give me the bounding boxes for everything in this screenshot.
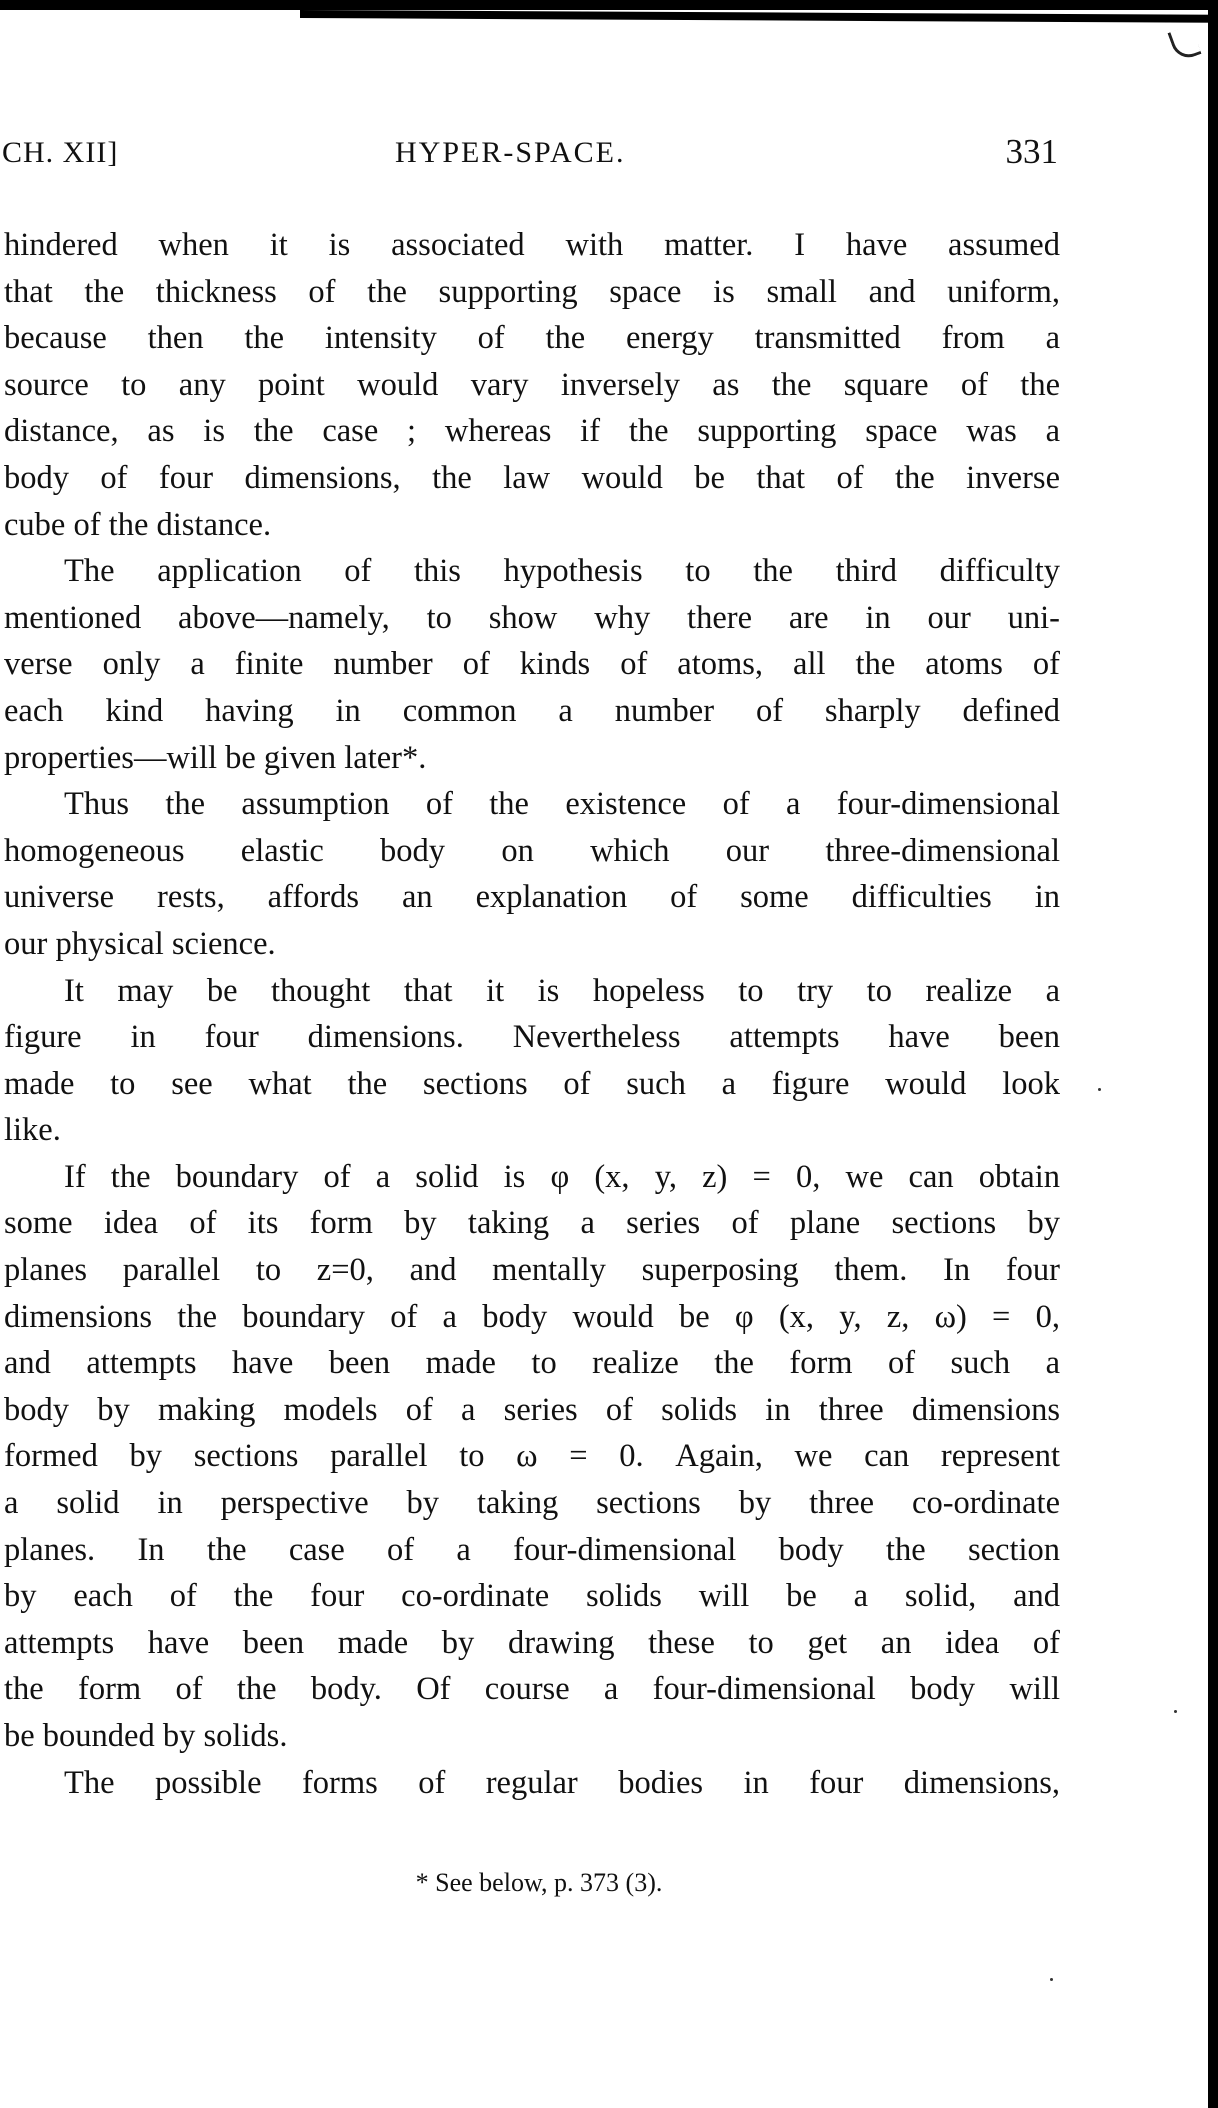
scan-speck (1098, 1088, 1101, 1091)
text-line: made to see what the sections of such a figure would look (4, 1065, 1060, 1102)
text-line: by each of the four co-ordinate solids will be a solid, and (4, 1578, 1060, 1615)
text-line: that the thickness of the supporting space is small and uniform, (4, 273, 1060, 310)
text-line: universe rests, affords an explanation of some difficulties in (4, 879, 1060, 916)
scan-speck (1174, 1710, 1177, 1713)
running-header (0, 132, 1058, 176)
text-line: planes parallel to z=0, and mentally superposing them. In four (4, 1252, 1060, 1289)
pencil-mark (1167, 25, 1201, 63)
text-line: cube of the distance. (4, 506, 272, 543)
text-line: hindered when it is associated with matter. I have assumed (4, 227, 1060, 263)
scan-speck (1050, 1978, 1053, 1981)
text-line: properties—will be given later*. (4, 739, 427, 776)
text-line: figure in four dimensions. Nevertheless attempts have been (4, 1019, 1060, 1056)
text-line: and attempts have been made to realize the form of such a (4, 1345, 1060, 1382)
scan-top-edge (0, 0, 1218, 10)
text-line: formed by sections parallel to ω = 0. Again, we can represent (4, 1438, 1060, 1475)
text-line: dimensions the boundary of a body would be φ (x, y, z, ω) = 0, (4, 1298, 1060, 1335)
text-line: distance, as is the case ; whereas if the supporting space was a (4, 413, 1060, 450)
running-title: HYPER-SPACE. (395, 136, 626, 169)
text-line: like. (4, 1112, 61, 1149)
text-line: homogeneous elastic body on which our three-dimensional (4, 832, 1060, 869)
text-line: attempts have been made by drawing these to get an idea of (4, 1624, 1060, 1661)
body-text (4, 222, 1060, 1806)
chapter-label: CH. XII] (2, 136, 119, 169)
text-line: The possible forms of regular bodies in four dimensions, (64, 1764, 1060, 1801)
text-line: body by making models of a series of solids in three dimensions (4, 1391, 1060, 1428)
footnote: * See below, p. 373 (3). (415, 1868, 663, 1897)
text-line: source to any point would vary inversely as the square of the (4, 366, 1060, 403)
text-line: be bounded by solids. (4, 1718, 288, 1754)
text-line: our physical science. (4, 925, 276, 962)
text-line: each kind having in common a number of sharply defined (4, 692, 1060, 729)
text-line: The application of this hypothesis to the third difficulty (64, 553, 1060, 590)
text-line: mentioned above—namely, to show why there are in our uni- (4, 599, 1060, 636)
text-line: planes. In the case of a four-dimensional body the section (4, 1531, 1060, 1568)
text-line: the form of the body. Of course a four-dimensional body will (4, 1671, 1060, 1708)
scan-top-edge-shadow (300, 10, 1218, 23)
page-number: 331 (1005, 132, 1058, 171)
text-line: Thus the assumption of the existence of a four-dimensional (64, 786, 1060, 823)
text-line: a solid in perspective by taking sections by three co-ordinate (4, 1485, 1060, 1522)
text-line: verse only a finite number of kinds of atoms, all the atoms of (4, 646, 1060, 683)
text-line: If the boundary of a solid is φ (x, y, z) = 0, we can obtain (64, 1158, 1060, 1195)
text-line: body of four dimensions, the law would be that of the inverse (4, 459, 1060, 496)
text-line: It may be thought that it is hopeless to try to realize a (64, 972, 1060, 1009)
text-line: because then the intensity of the energy transmitted from a (4, 320, 1060, 357)
text-line: some idea of its form by taking a series of plane sections by (4, 1205, 1060, 1242)
scan-right-edge (1208, 0, 1218, 2108)
